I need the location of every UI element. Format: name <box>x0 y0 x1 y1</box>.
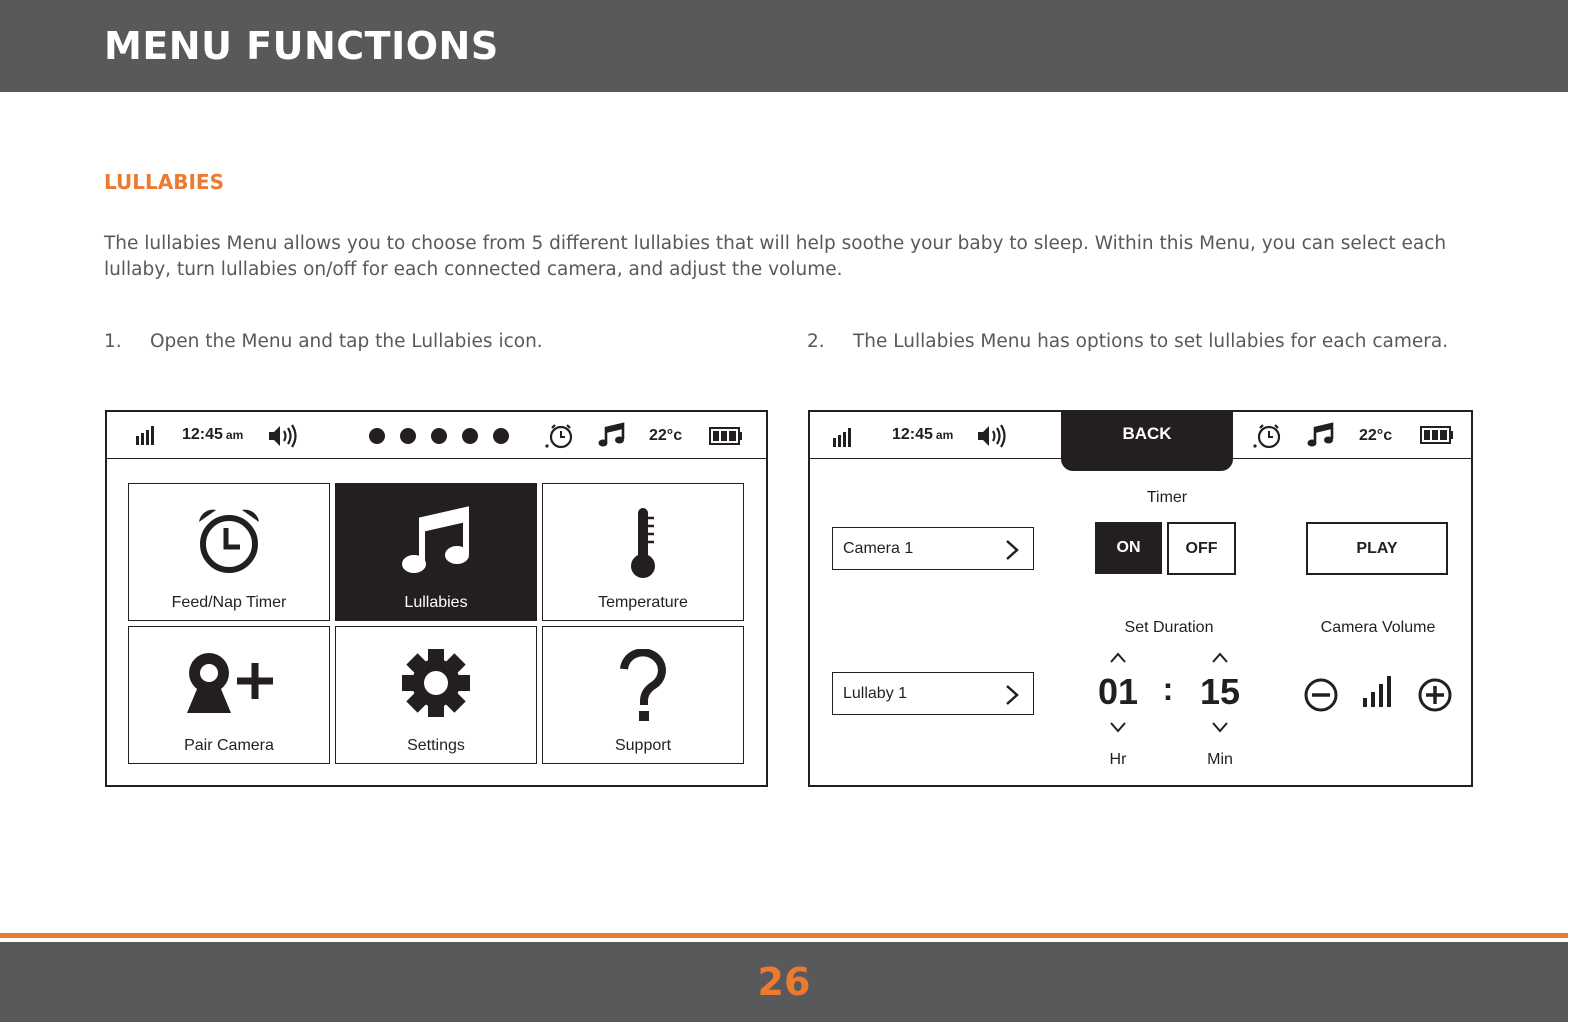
set-duration-label: Set Duration <box>1124 619 1214 636</box>
tile-support[interactable] <box>542 626 744 764</box>
timer-on-button[interactable]: ON <box>1095 522 1162 574</box>
page-number: 26 <box>757 960 811 1004</box>
page-dot[interactable] <box>493 428 509 444</box>
time-separator: : <box>1162 671 1174 707</box>
alarm-clock-icon <box>544 422 574 450</box>
timer-label: Timer <box>1146 489 1188 506</box>
gear-icon <box>402 649 470 717</box>
tile-label: Settings <box>407 737 465 754</box>
volume-up-icon[interactable] <box>1417 677 1453 713</box>
step-text: Open the Menu and tap the Lullabies icon. <box>150 331 543 352</box>
minute-down-icon[interactable] <box>1211 721 1229 733</box>
battery-icon <box>709 427 743 445</box>
volume-down-icon[interactable] <box>1303 677 1339 713</box>
camera-selector[interactable] <box>832 527 1034 570</box>
tile-label: Pair Camera <box>184 737 274 754</box>
camera-volume-label: Camera Volume <box>1320 619 1436 636</box>
alarm-clock-icon <box>196 506 262 576</box>
page-dots <box>369 428 509 444</box>
page-dot[interactable] <box>400 428 416 444</box>
step-text: The Lullabies Menu has options to set lullabies for each camera. <box>853 331 1449 352</box>
pair-camera-icon <box>183 649 275 715</box>
speaker-icon <box>267 423 299 449</box>
minute-up-icon[interactable] <box>1211 652 1229 664</box>
page-dot[interactable] <box>431 428 447 444</box>
lullaby-screen <box>808 410 1473 787</box>
page-dot[interactable] <box>462 428 478 444</box>
tile-lullabies[interactable] <box>335 483 537 621</box>
min-label: Min <box>1207 751 1233 768</box>
status-bar <box>107 412 766 459</box>
chevron-right-icon <box>1005 539 1019 561</box>
alarm-clock-icon <box>1252 422 1282 450</box>
play-button[interactable]: PLAY <box>1306 522 1448 575</box>
page-title: MENU FUNCTIONS <box>104 24 499 68</box>
speaker-icon <box>976 423 1008 449</box>
clock: 12:45 am <box>182 426 244 443</box>
section-title: LULLABIES <box>104 170 224 194</box>
step-number: 2. <box>807 331 825 352</box>
intro-paragraph: The lullabies Menu allows you to choose from 5 different lullabies that will help soothe your baby to sleep. Within this Menu, you can select each lullaby, turn lullabies on/off for each connected camera, and adjust the volume. <box>104 233 1447 280</box>
music-note-icon <box>1306 422 1336 450</box>
signal-icon <box>832 426 854 448</box>
menu-screen <box>105 410 768 787</box>
tile-settings[interactable] <box>335 626 537 764</box>
clock: 12:45 am <box>892 426 954 443</box>
tile-pair-camera[interactable] <box>128 626 330 764</box>
tile-feed-nap-timer[interactable] <box>128 483 330 621</box>
hours-value: 01 <box>1097 671 1139 712</box>
back-button[interactable]: BACK <box>1061 410 1233 471</box>
minutes-value: 15 <box>1199 671 1241 712</box>
hr-label: Hr <box>1109 751 1127 768</box>
temperature-readout: 22°c <box>1359 427 1393 444</box>
camera-selector-value: Camera 1 <box>843 540 914 557</box>
chevron-right-icon <box>1005 684 1019 706</box>
tile-label: Lullabies <box>404 594 468 611</box>
question-icon <box>618 649 668 723</box>
footer-divider <box>0 933 1568 938</box>
tile-label: Support <box>614 737 672 754</box>
music-note-icon <box>597 422 627 450</box>
timer-off-button[interactable]: OFF <box>1167 522 1236 575</box>
hour-up-icon[interactable] <box>1109 652 1127 664</box>
battery-icon <box>1420 426 1454 444</box>
lullaby-selector[interactable] <box>832 672 1034 715</box>
music-note-icon <box>400 506 472 576</box>
tile-label: Temperature <box>598 594 688 611</box>
thermometer-icon <box>623 506 663 580</box>
page-dot[interactable] <box>369 428 385 444</box>
tile-temperature[interactable] <box>542 483 744 621</box>
signal-icon <box>135 424 157 446</box>
step-number: 1. <box>104 331 122 352</box>
temperature-readout: 22°c <box>649 427 683 444</box>
tile-label: Feed/Nap Timer <box>171 594 287 611</box>
page-header <box>0 0 1568 92</box>
hour-down-icon[interactable] <box>1109 721 1127 733</box>
lullaby-selector-value: Lullaby 1 <box>843 685 908 702</box>
volume-level-icon <box>1361 674 1395 708</box>
